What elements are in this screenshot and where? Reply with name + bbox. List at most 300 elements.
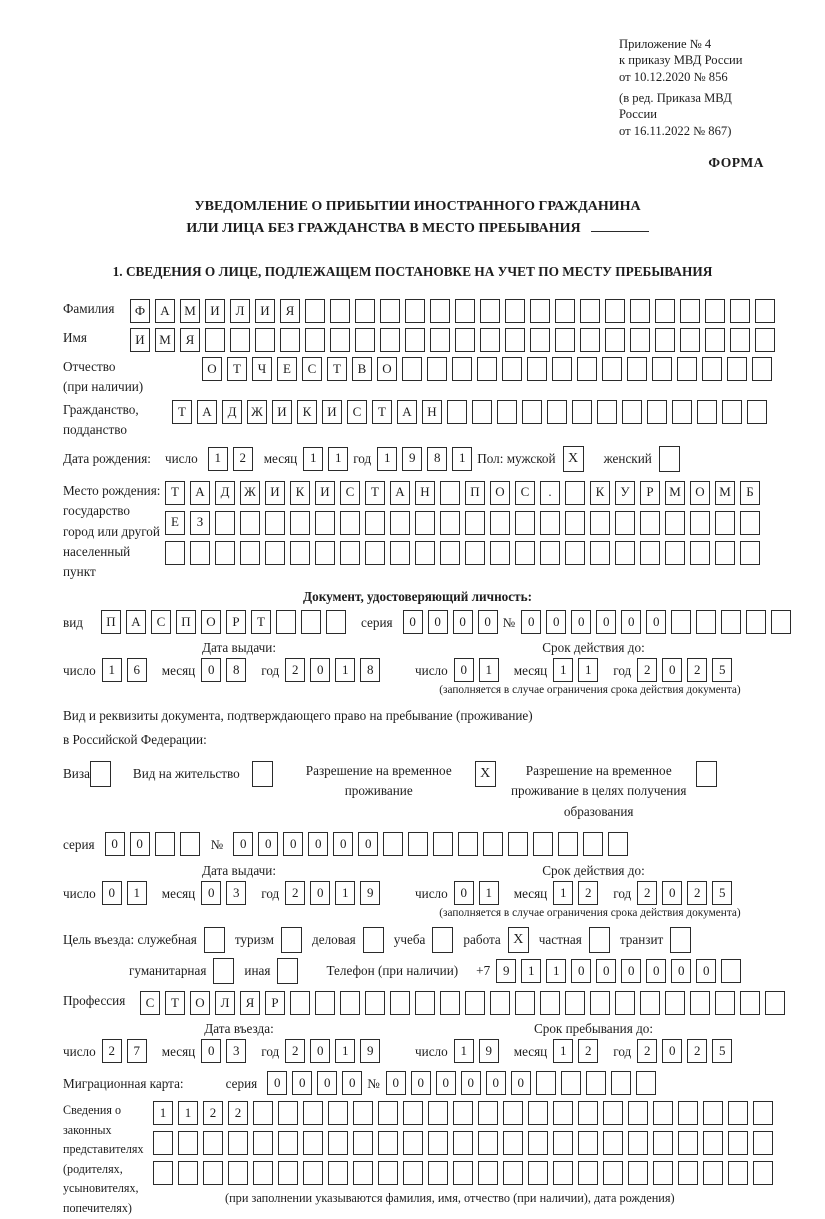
char-cell (303, 1101, 323, 1125)
purpose-humanitarian-label: гуманитарная (129, 963, 207, 979)
char-cell: С (151, 610, 171, 634)
char-cell: 0 (486, 1071, 506, 1095)
char-cell (722, 400, 742, 424)
char-cell (153, 1131, 173, 1155)
year-label: год (613, 1043, 632, 1059)
char-cell: 0 (428, 610, 448, 634)
char-cell: 1 (153, 1101, 173, 1125)
citizenship-label: Гражданство, подданство (63, 402, 139, 437)
char-cell (605, 328, 625, 352)
char-cell: 0 (403, 610, 423, 634)
char-cell: 1 (208, 447, 228, 471)
residence-permit-checkbox (252, 761, 273, 787)
char-cell (730, 328, 750, 352)
char-cell: А (126, 610, 146, 634)
char-cell: 6 (127, 658, 147, 682)
permit-issue-date-group (63, 881, 415, 905)
char-cell (403, 1101, 423, 1125)
char-cell: 2 (203, 1101, 223, 1125)
char-cell: Н (422, 400, 442, 424)
char-cell: 1 (521, 959, 541, 983)
annex-note-line: (в ред. Приказа МВД России (619, 91, 732, 122)
representatives-cells-block (153, 1101, 778, 1207)
char-cell (230, 328, 250, 352)
char-cell (527, 357, 547, 381)
char-cell: О (202, 357, 222, 381)
char-cell: 9 (479, 1039, 499, 1063)
representatives-label: Сведения о законных представителях (родителях, усыновителях, попечителях) (63, 1103, 144, 1215)
char-cell (753, 1131, 773, 1155)
char-cell (640, 511, 660, 535)
migration-card-label: Миграционная карта: (63, 1075, 184, 1091)
char-cell (555, 328, 575, 352)
char-cell: Т (227, 357, 247, 381)
char-cell: Ф (130, 299, 150, 323)
char-cell: В (352, 357, 372, 381)
char-cell: 0 (310, 658, 330, 682)
gender-female-label: женский (603, 451, 652, 467)
char-cell: К (290, 481, 310, 505)
permit-issue-day-cells (102, 881, 152, 905)
permit-validity-note: (заполняется в случае ограничения срока действия документа) (439, 907, 741, 920)
patronymic-label: Отчество (при наличии) (63, 359, 144, 395)
gender-female-checkbox (659, 446, 680, 472)
id-number-cells (521, 610, 796, 634)
char-cell (703, 1161, 723, 1185)
char-cell: И (272, 400, 292, 424)
char-cell (355, 328, 375, 352)
id-valid-day-cells (454, 658, 504, 682)
char-cell: Я (180, 328, 200, 352)
char-cell (697, 400, 717, 424)
char-cell: 2 (285, 658, 305, 682)
char-cell: 1 (335, 658, 355, 682)
char-cell: 0 (358, 832, 378, 856)
char-cell: М (665, 481, 685, 505)
char-cell (430, 328, 450, 352)
gender-male-checkbox: X (563, 446, 584, 472)
month-label: месяц (263, 451, 298, 467)
char-cell (565, 541, 585, 565)
char-cell (740, 541, 760, 565)
char-cell: С (302, 357, 322, 381)
char-cell (705, 299, 725, 323)
char-cell: 0 (386, 1071, 406, 1095)
id-number-label: № (502, 614, 516, 630)
char-cell: С (515, 481, 535, 505)
char-cell (553, 1161, 573, 1185)
char-cell (640, 541, 660, 565)
purpose-study-checkbox (432, 927, 453, 953)
char-cell (447, 400, 467, 424)
char-cell (630, 328, 650, 352)
char-cell (178, 1161, 198, 1185)
char-cell: 9 (496, 959, 516, 983)
char-cell: 1 (377, 447, 397, 471)
char-cell (565, 991, 585, 1015)
char-cell: Л (230, 299, 250, 323)
char-cell (380, 299, 400, 323)
birthplace-cells-row2 (165, 511, 765, 535)
char-cell (730, 299, 750, 323)
char-cell (628, 1101, 648, 1125)
char-cell (747, 400, 767, 424)
char-cell: 1 (553, 881, 573, 905)
entry-dates (63, 1039, 772, 1063)
id-series-cells (403, 610, 503, 634)
entry-date-header: Дата въезда: (204, 1020, 274, 1036)
char-cell: 1 (546, 959, 566, 983)
char-cell: 0 (105, 832, 125, 856)
char-cell: И (322, 400, 342, 424)
purpose-work-label: работа (463, 932, 501, 948)
birthplace-cells-block (165, 481, 765, 571)
char-cell: 0 (521, 610, 541, 634)
char-cell: И (315, 481, 335, 505)
char-cell (508, 832, 528, 856)
citizenship-cells (172, 400, 772, 424)
char-cell: А (390, 481, 410, 505)
char-cell: Д (215, 481, 235, 505)
char-cell: Б (740, 481, 760, 505)
char-cell (390, 511, 410, 535)
char-cell: А (197, 400, 217, 424)
char-cell: 2 (687, 1039, 707, 1063)
char-cell (636, 1071, 656, 1095)
char-cell (478, 1161, 498, 1185)
purpose-private-label: частная (538, 932, 582, 948)
char-cell: 2 (233, 447, 253, 471)
char-cell: 0 (258, 832, 278, 856)
char-cell: 0 (453, 610, 473, 634)
profession-cells (140, 991, 790, 1015)
permit-issue-date-header: Дата выдачи: (201, 863, 277, 879)
char-cell (721, 959, 741, 983)
char-cell (615, 991, 635, 1015)
char-cell: Т (365, 481, 385, 505)
char-cell (590, 541, 610, 565)
char-cell (678, 1161, 698, 1185)
char-cell (458, 832, 478, 856)
char-cell (215, 511, 235, 535)
char-cell: 3 (226, 881, 246, 905)
char-cell (490, 511, 510, 535)
char-cell (153, 1161, 173, 1185)
char-cell: 1 (303, 447, 323, 471)
char-cell (603, 1101, 623, 1125)
char-cell: М (180, 299, 200, 323)
char-cell: Т (165, 481, 185, 505)
id-series-label: серия (361, 614, 393, 630)
representatives-note: (при заполнении указываются фамилия, имя, отчество (при наличии), дата рождения) (225, 1191, 675, 1206)
char-cell: 0 (646, 959, 666, 983)
char-cell (228, 1161, 248, 1185)
char-cell: Л (215, 991, 235, 1015)
char-cell (253, 1161, 273, 1185)
char-cell (355, 299, 375, 323)
temp-residence-edu-label: Разрешение на временное проживание в целях получения образования (510, 762, 687, 819)
char-cell (340, 511, 360, 535)
char-cell (740, 511, 760, 535)
permit-date-headers (63, 862, 772, 879)
char-cell (280, 328, 300, 352)
char-cell: 0 (571, 610, 591, 634)
residence-doc-options (63, 761, 772, 822)
month-label: месяц (161, 662, 196, 678)
permit-number-label: № (210, 836, 224, 852)
char-cell: А (190, 481, 210, 505)
char-cell (380, 328, 400, 352)
phone-cells (496, 959, 746, 983)
char-cell (328, 1101, 348, 1125)
char-cell (630, 299, 650, 323)
permit-issue-year-cells (285, 881, 385, 905)
char-cell (580, 328, 600, 352)
char-cell (680, 328, 700, 352)
char-cell: 0 (621, 959, 641, 983)
char-cell (578, 1131, 598, 1155)
char-cell: О (201, 610, 221, 634)
char-cell (383, 832, 403, 856)
char-cell (703, 1101, 723, 1125)
char-cell (647, 400, 667, 424)
char-cell: 0 (411, 1071, 431, 1095)
char-cell (415, 541, 435, 565)
field-row-surname (63, 299, 772, 323)
char-cell (452, 357, 472, 381)
char-cell (605, 299, 625, 323)
char-cell (752, 357, 772, 381)
id-doc-date-headers (63, 639, 772, 656)
purpose-tourism-label: туризм (234, 932, 275, 948)
purpose-tourism-checkbox (281, 927, 302, 953)
char-cell (503, 1101, 523, 1125)
char-cell (330, 328, 350, 352)
char-cell (303, 1161, 323, 1185)
char-cell: А (155, 299, 175, 323)
char-cell (353, 1101, 373, 1125)
char-cell (353, 1131, 373, 1155)
char-cell (553, 1101, 573, 1125)
field-row-migration-card (63, 1071, 772, 1095)
char-cell: 0 (201, 658, 221, 682)
mc-number-label: № (367, 1075, 380, 1091)
char-cell: 0 (662, 658, 682, 682)
year-label: год (613, 662, 632, 678)
char-cell: Р (226, 610, 246, 634)
residence-doc-line2: в Российской Федерации: (63, 732, 207, 748)
day-label: число (63, 1043, 96, 1059)
surname-cells (130, 299, 780, 323)
char-cell (696, 610, 716, 634)
birth-date-label: Дата рождения: (63, 451, 151, 467)
char-cell (477, 357, 497, 381)
annex-line: Приложение № 4 (619, 37, 712, 51)
char-cell (203, 1161, 223, 1185)
char-cell (378, 1101, 398, 1125)
field-row-purpose2-phone (63, 958, 772, 984)
char-cell (415, 511, 435, 535)
char-cell: 9 (360, 1039, 380, 1063)
day-label: число (164, 451, 198, 467)
char-cell: Т (327, 357, 347, 381)
field-row-given-name (63, 328, 772, 352)
annex-note-line: от 16.11.2022 № 867) (619, 123, 732, 138)
char-cell (547, 400, 567, 424)
id-doc-heading: Документ, удостоверяющий личность: (303, 588, 532, 604)
char-cell: 1 (178, 1101, 198, 1125)
char-cell (522, 400, 542, 424)
char-cell (727, 357, 747, 381)
char-cell (472, 400, 492, 424)
char-cell (690, 541, 710, 565)
given-name-cells (130, 328, 780, 352)
char-cell (503, 1161, 523, 1185)
char-cell: 9 (360, 881, 380, 905)
char-cell: Р (640, 481, 660, 505)
char-cell: У (615, 481, 635, 505)
char-cell: 0 (646, 610, 666, 634)
char-cell (590, 511, 610, 535)
char-cell (453, 1101, 473, 1125)
birth-day-cells (208, 447, 258, 471)
char-cell (680, 299, 700, 323)
char-cell (305, 328, 325, 352)
char-cell (597, 400, 617, 424)
permit-series-cells (105, 832, 205, 856)
char-cell (328, 1161, 348, 1185)
char-cell (728, 1161, 748, 1185)
permit-dates (63, 881, 772, 905)
char-cell (205, 328, 225, 352)
field-row-patronymic (63, 357, 772, 397)
char-cell: 2 (102, 1039, 122, 1063)
purpose-transit-checkbox (670, 927, 691, 953)
char-cell (453, 1161, 473, 1185)
char-cell (615, 511, 635, 535)
char-cell (408, 832, 428, 856)
char-cell (276, 610, 296, 634)
entry-month-cells (201, 1039, 251, 1063)
char-cell (603, 1131, 623, 1155)
char-cell (290, 991, 310, 1015)
entry-day-cells (102, 1039, 152, 1063)
char-cell: И (205, 299, 225, 323)
mc-series-label: серия (225, 1075, 258, 1091)
char-cell (278, 1131, 298, 1155)
form-title-line2: ИЛИ ЛИЦА БЕЗ ГРАЖДАНСТВА В МЕСТО ПРЕБЫВАНИЯ (63, 218, 772, 240)
char-cell: Т (372, 400, 392, 424)
stay-until-date-group (415, 1039, 772, 1063)
field-row-profession (63, 991, 772, 1015)
char-cell (478, 1101, 498, 1125)
char-cell: Е (277, 357, 297, 381)
form-title (63, 196, 772, 239)
char-cell (561, 1071, 581, 1095)
char-cell (765, 991, 785, 1015)
temp-residence-label: Разрешение на временное проживание (305, 762, 452, 799)
char-cell: 3 (226, 1039, 246, 1063)
permit-valid-date-group (415, 881, 772, 905)
char-cell: 0 (571, 959, 591, 983)
char-cell (640, 991, 660, 1015)
char-cell: 0 (233, 832, 253, 856)
char-cell: 0 (310, 1039, 330, 1063)
char-cell (453, 1131, 473, 1155)
char-cell: О (377, 357, 397, 381)
char-cell (228, 1131, 248, 1155)
id-issue-date-group (63, 658, 415, 682)
annex-line: к приказу МВД России (619, 53, 743, 68)
char-cell (278, 1161, 298, 1185)
char-cell: Н (415, 481, 435, 505)
char-cell: 9 (402, 447, 422, 471)
char-cell: Я (240, 991, 260, 1015)
char-cell: 5 (712, 881, 732, 905)
section1-heading: 1. СВЕДЕНИЯ О ЛИЦЕ, ПОДЛЕЖАЩЕМ ПОСТАНОВКЕ НА УЧЕТ ПО МЕСТУ ПРЕБЫВАНИЯ (112, 264, 713, 280)
birthplace-cells-row3 (165, 541, 765, 565)
char-cell: К (590, 481, 610, 505)
char-cell: И (130, 328, 150, 352)
char-cell (721, 610, 741, 634)
month-label: месяц (513, 885, 548, 901)
purpose-transit-label: транзит (619, 932, 664, 948)
char-cell (678, 1101, 698, 1125)
char-cell (365, 541, 385, 565)
char-cell (540, 511, 560, 535)
char-cell (565, 481, 585, 505)
char-cell: 0 (283, 832, 303, 856)
char-cell (290, 541, 310, 565)
char-cell (465, 541, 485, 565)
char-cell (540, 991, 560, 1015)
char-cell (315, 991, 335, 1015)
char-cell: 0 (454, 658, 474, 682)
purpose-label: Цель въезда: служебная (63, 932, 197, 948)
char-cell (326, 610, 346, 634)
char-cell (715, 511, 735, 535)
char-cell (615, 541, 635, 565)
char-cell: 1 (127, 881, 147, 905)
char-cell (602, 357, 622, 381)
purpose-business-checkbox (363, 927, 384, 953)
gender-male-label: Пол: мужской (477, 451, 556, 467)
year-label: год (261, 885, 280, 901)
char-cell (378, 1161, 398, 1185)
char-cell (378, 1131, 398, 1155)
permit-issue-month-cells (201, 881, 251, 905)
stay-month-cells (553, 1039, 603, 1063)
char-cell: 0 (292, 1071, 312, 1095)
field-row-purpose (63, 927, 772, 953)
char-cell: 0 (267, 1071, 287, 1095)
char-cell (555, 299, 575, 323)
char-cell (505, 299, 525, 323)
char-cell (628, 1131, 648, 1155)
char-cell (427, 357, 447, 381)
char-cell (428, 1131, 448, 1155)
char-cell (265, 511, 285, 535)
char-cell: И (255, 299, 275, 323)
char-cell (652, 357, 672, 381)
char-cell (390, 991, 410, 1015)
char-cell (430, 299, 450, 323)
stay-year-cells (637, 1039, 737, 1063)
char-cell: 0 (342, 1071, 362, 1095)
char-cell (301, 610, 321, 634)
char-cell (703, 1131, 723, 1155)
char-cell (528, 1161, 548, 1185)
